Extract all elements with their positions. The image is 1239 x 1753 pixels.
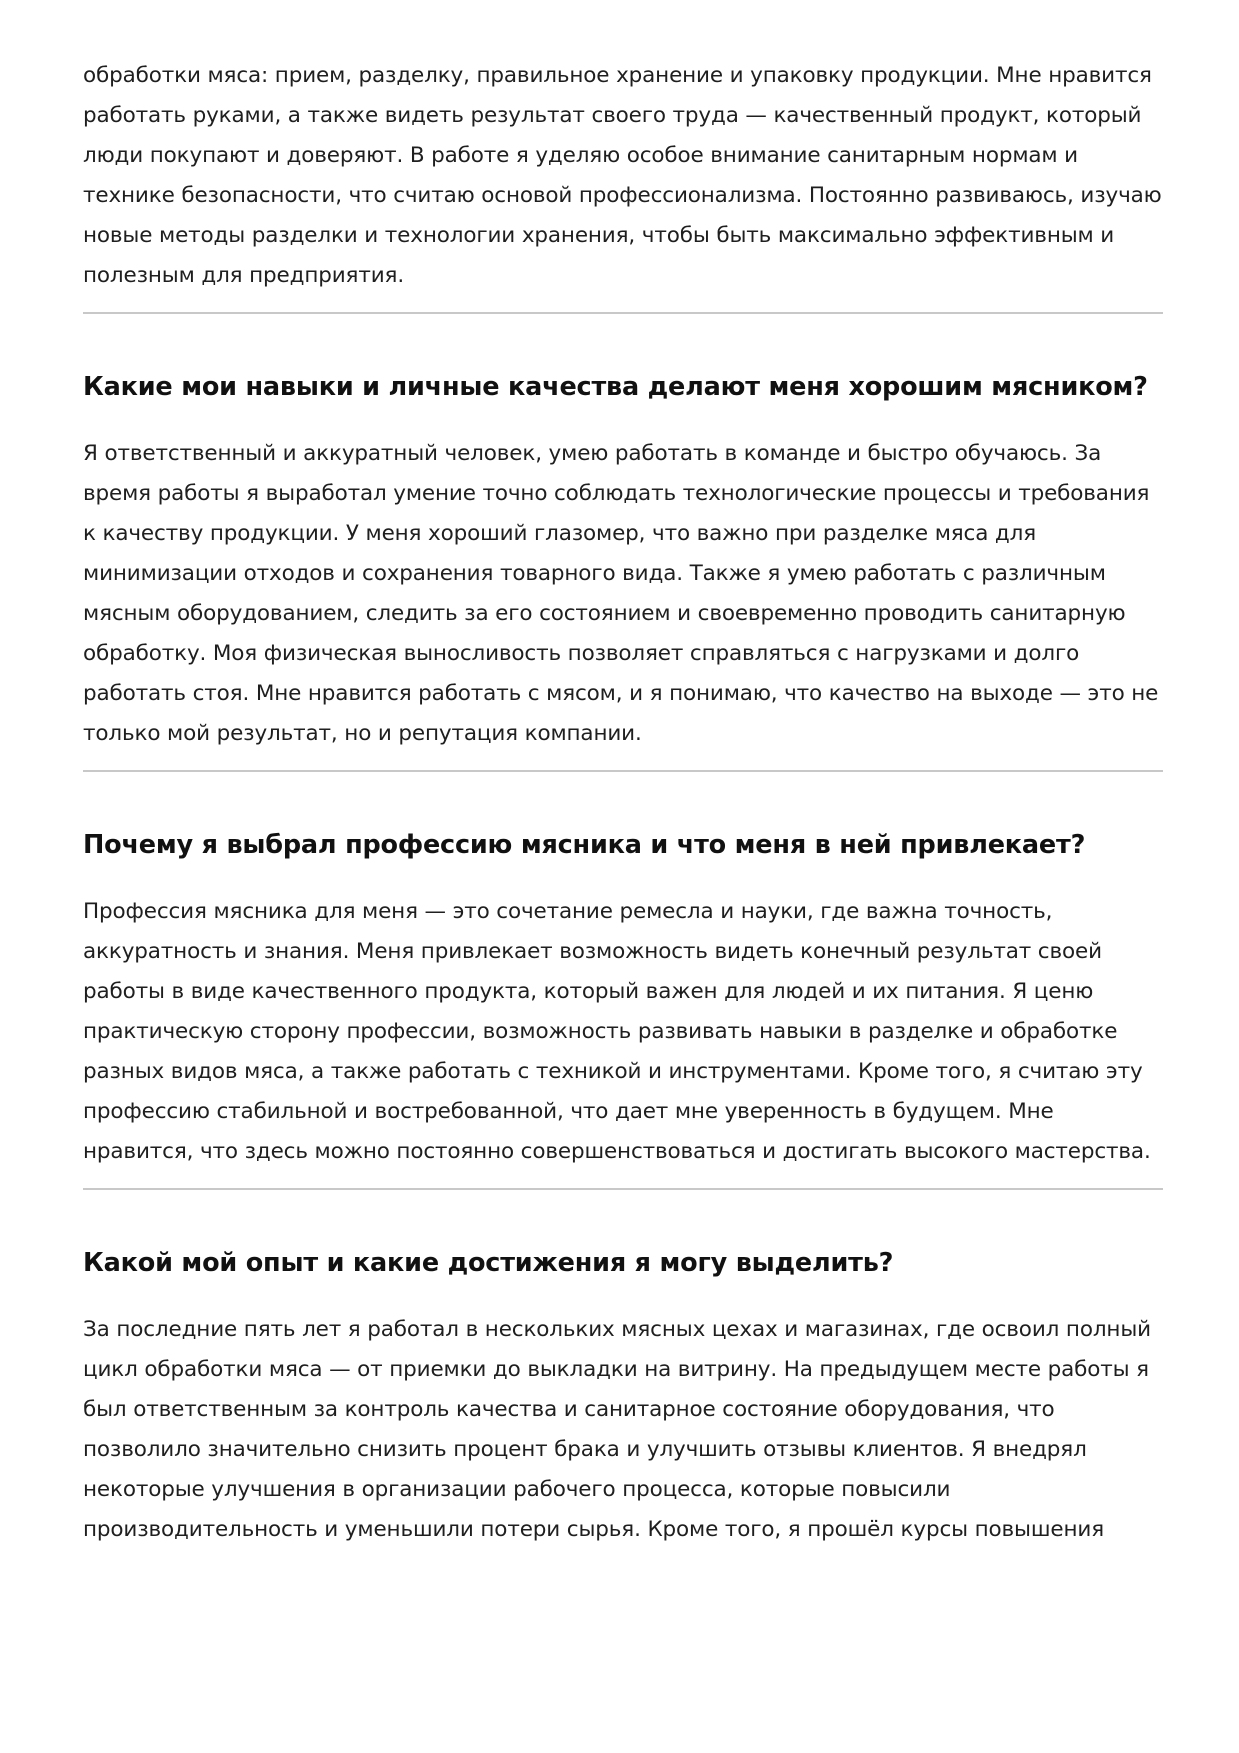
intro-paragraph: обработки мяса: прием, разделку, правильное хранение и упаковку продукции. Мне нравится работать руками, а также видеть результат своего труда — качественный продукт, который люди покупают и доверяют. В работе я уделяю особое внимание санитарным нормам и технике безопасности, что считаю основой профессионализма. Постоянно развиваюсь, изучаю новые методы разделки и технологии хранения, чтобы быть максимально эффективным и полезным для предприятия. xyxy=(83,63,1162,288)
section-heading-experience: Какой мой опыт и какие достижения я могу выделить? xyxy=(83,1248,894,1278)
section-divider xyxy=(83,770,1163,772)
section-text-motivation: Профессия мясника для меня — это сочетание ремесла и науки, где важна точность, аккуратность и знания. Меня привлекает возможность видеть конечный результат своей работы в виде качественного продукта, который важен для людей и их питания. Я ценю практическую сторону профессии, возможность развивать навыки в разделке и обработке разных видов мяса, а также работать с техникой и инструментами. Кроме того, я считаю эту профессию стабильной и востребованной, что дает мне уверенность в будущем. Мне нравится, что здесь можно постоянно совершенствоваться и достигать высокого мастерства. xyxy=(83,899,1151,1164)
document-page xyxy=(83,56,1163,1550)
section-heading-motivation: Почему я выбрал профессию мясника и что меня в ней привлекает? xyxy=(83,830,1086,860)
section-divider xyxy=(83,1188,1163,1190)
section-text-skills: Я ответственный и аккуратный человек, умею работать в команде и быстро обучаюсь. За время работы я выработал умение точно соблюдать технологические процессы и требования к качеству продукции. У меня хороший глазомер, что важно при разделке мяса для минимизации отходов и сохранения товарного вида. Также я умею работать с различным мясным оборудованием, следить за его состоянием и своевременно проводить санитарную обработку. Моя физическая выносливость позволяет справляться с нагрузками и долго работать стоя. Мне нравится работать с мясом, и я понимаю, что качество на выходе — это не только мой результат, но и репутация компании. xyxy=(83,441,1159,746)
section-divider xyxy=(83,312,1163,314)
section-heading-skills: Какие мои навыки и личные качества делают меня хорошим мясником? xyxy=(83,372,1148,402)
section-text-experience: За последние пять лет я работал в нескольких мясных цехах и магазинах, где освоил полный цикл обработки мяса — от приемки до выкладки на витрину. На предыдущем месте работы я был ответственным за контроль качества и санитарное состояние оборудования, что позволило значительно снизить процент брака и улучшить отзывы клиентов. Я внедрял некоторые улучшения в организации рабочего процесса, которые повысили производительность и уменьшили потери сырья. Кроме того, я прошёл курсы повышения xyxy=(83,1317,1151,1542)
